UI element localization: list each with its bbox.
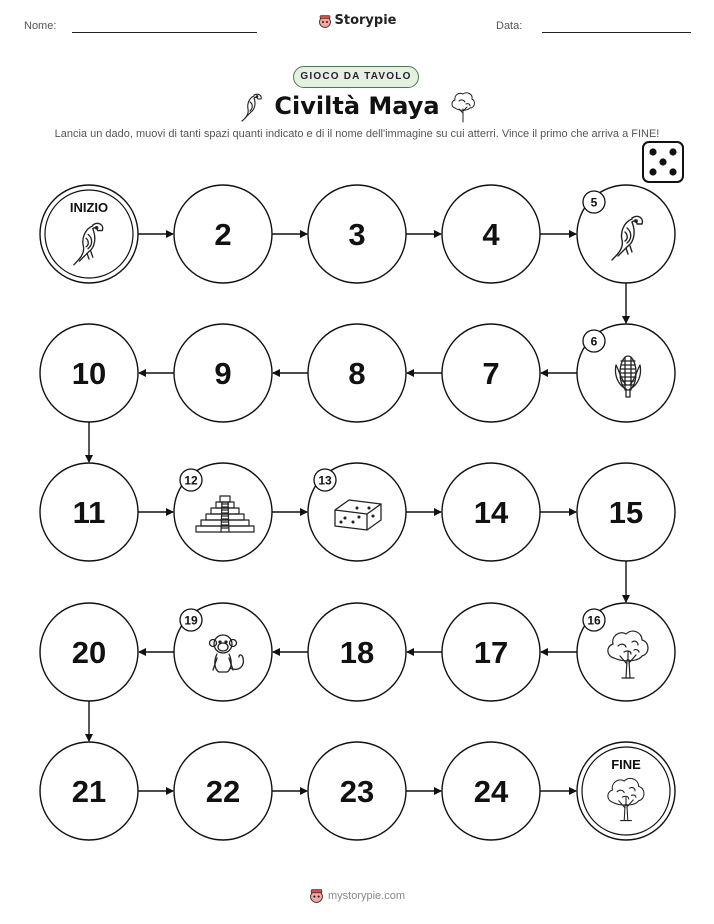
category-tag: GIOCO DA TAVOLO	[293, 66, 419, 88]
space-number: 9	[214, 356, 232, 391]
dice-pip	[669, 168, 676, 175]
space-number: 21	[71, 774, 107, 809]
space-number: 23	[339, 774, 375, 809]
board-space-25	[577, 742, 675, 840]
board-space-21	[40, 742, 138, 840]
space-number: 12	[184, 473, 198, 488]
finish-label: FINE	[611, 757, 641, 772]
board-space-14	[442, 463, 540, 561]
board-space-8	[308, 324, 406, 422]
page-title: Civiltà Maya	[274, 92, 440, 120]
storypie-mascot-icon	[309, 888, 324, 903]
board-space-2	[174, 185, 272, 283]
dice-pip	[649, 168, 656, 175]
board-space-13	[308, 463, 406, 561]
board-space-20	[40, 603, 138, 701]
board-space-11	[40, 463, 138, 561]
space-number: 5	[590, 195, 598, 210]
space-number: 8	[348, 356, 366, 391]
dice-pip	[649, 148, 656, 155]
space-number: 2	[214, 217, 232, 252]
board-space-12	[174, 463, 272, 561]
space-number: 15	[608, 495, 644, 530]
space-number: 24	[473, 774, 509, 809]
brand-name: Storypie	[334, 13, 397, 28]
dice-pip	[659, 158, 666, 165]
space-number: 19	[184, 613, 198, 628]
name-label: Nome:	[24, 20, 57, 32]
board-space-18	[308, 603, 406, 701]
board-space-7	[442, 324, 540, 422]
board-space-24	[442, 742, 540, 840]
board-space-17	[442, 603, 540, 701]
board-space-4	[442, 185, 540, 283]
board-space-3	[308, 185, 406, 283]
dice-icon	[643, 142, 683, 182]
date-label: Data:	[496, 20, 523, 32]
footer-url: mystorypie.com	[327, 889, 406, 902]
space-number: 6	[590, 334, 598, 349]
space-number: 13	[318, 473, 332, 488]
footer	[0, 888, 714, 908]
space-number: 17	[473, 635, 509, 670]
board-space-15	[577, 463, 675, 561]
board-space-22	[174, 742, 272, 840]
space-number: 7	[482, 356, 500, 391]
board-space-16	[577, 603, 675, 701]
board-space-1	[40, 185, 138, 283]
space-number: 10	[71, 356, 107, 391]
space-number: 18	[339, 635, 375, 670]
space-number: 22	[205, 774, 241, 809]
space-number: 16	[587, 613, 601, 628]
space-number: 14	[473, 495, 509, 530]
space-number: 4	[482, 217, 500, 252]
space-number: 20	[71, 635, 107, 670]
space-number: 3	[348, 217, 366, 252]
space-number: 11	[72, 495, 106, 530]
start-label: INIZIO	[69, 200, 109, 215]
board-space-9	[174, 324, 272, 422]
board-space-10	[40, 324, 138, 422]
dice-pip	[669, 148, 676, 155]
board-space-23	[308, 742, 406, 840]
board-space-19	[174, 603, 272, 701]
instructions-text: Lancia un dado, muovi di tanti spazi quanti indicato e di il nome dell'immagine su cui atterri. Vince il primo che arriva a FINE!	[54, 128, 660, 140]
